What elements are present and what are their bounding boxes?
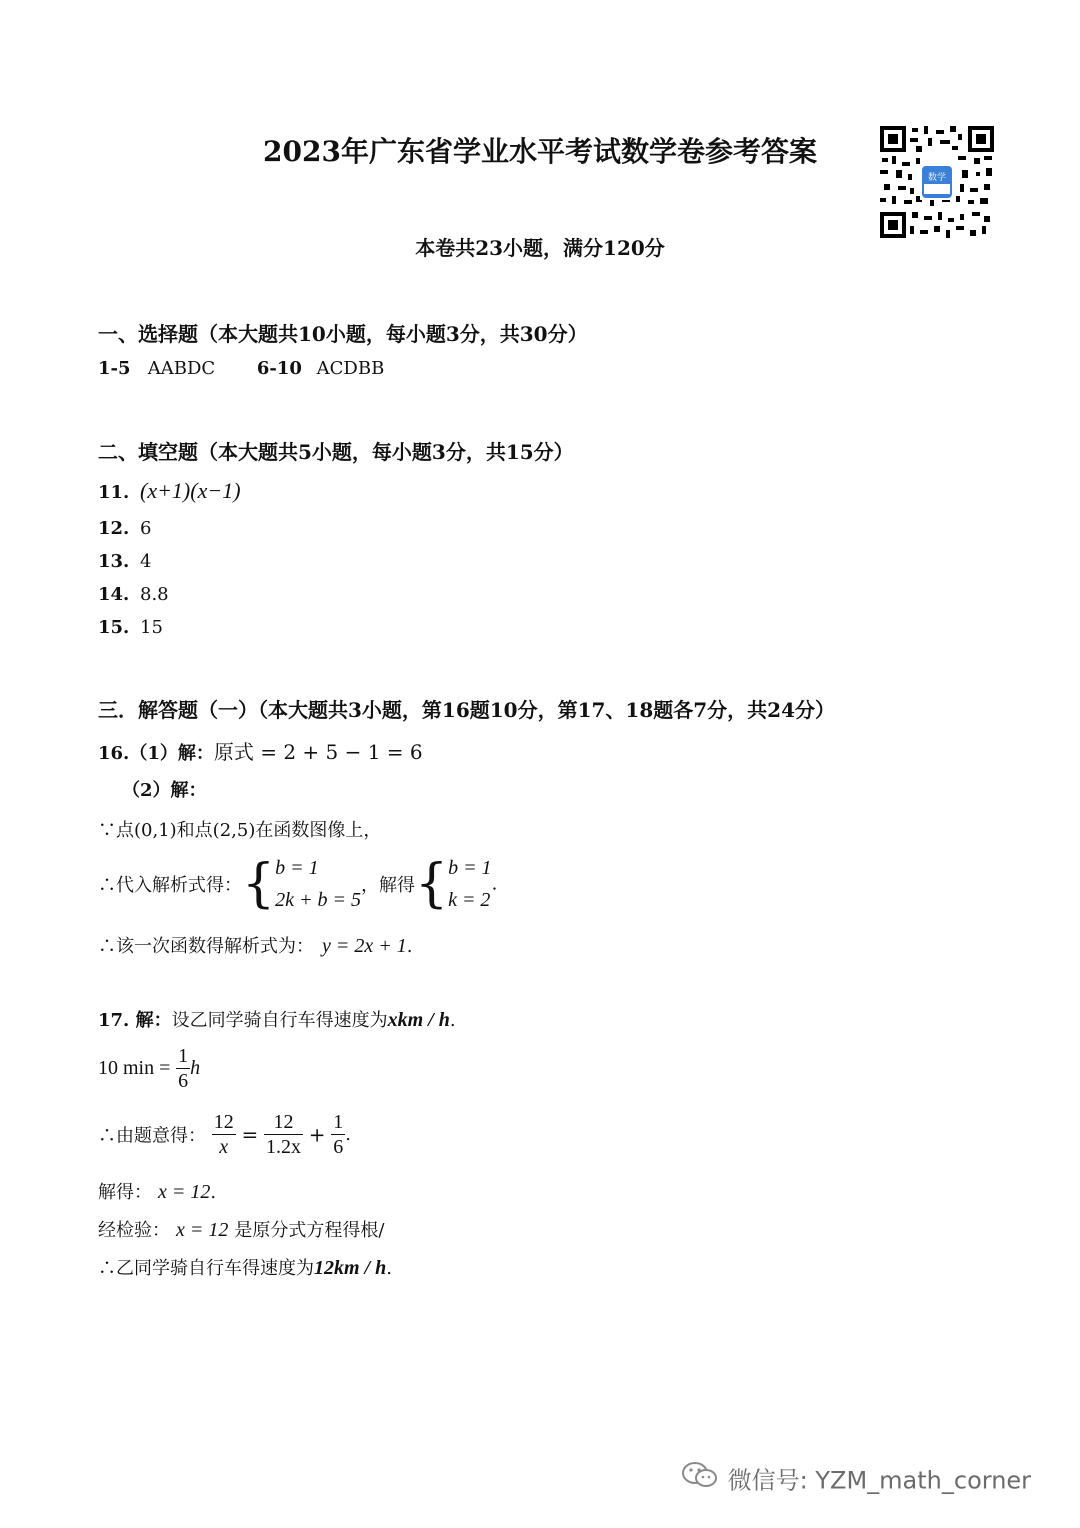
q16-line3: ∴该一次函数得解析式为： y = 2x + 1. — [98, 935, 413, 957]
answer: 8.8 — [140, 584, 169, 605]
answer: (x+1)(x−1) — [140, 478, 241, 503]
list-item: 11. (x+1)(x−1) — [98, 478, 241, 503]
q17-intro: 17. 解：设乙同学骑自行车得速度为xkm / h. — [98, 1009, 456, 1031]
answer: 4 — [140, 551, 152, 572]
q17-conversion: 10 min = $\frac{1}{6}$ h — [98, 1045, 201, 1092]
fraction: $\frac{12}{x}$ — [213, 1111, 234, 1158]
answer: 6 — [140, 518, 152, 539]
watermark-text: 微信号: YZM_math_corner — [727, 1466, 1032, 1495]
q17-equation: ∴由题意得： $\frac{12}{x}$ = $\frac{12}{1.2x}$ + $\frac{1}{6}$ . — [98, 1111, 351, 1158]
page-subtitle: 本卷共23小题，满分120分 — [415, 236, 665, 260]
list-item: 15. 15 — [98, 617, 163, 638]
range-label: 1-5 — [98, 358, 131, 379]
qr-logo-text: 数学 — [927, 173, 947, 183]
answer: 15 — [140, 617, 163, 638]
q17-conclusion: ∴乙同学骑自行车得速度为12km / h. — [98, 1257, 392, 1279]
section-1-heading: 一、选择题（本大题共10小题，每小题3分，共30分） — [98, 322, 588, 346]
equation-system: b = 1 2k + b = 5 — [275, 857, 361, 911]
list-item: 12. 6 — [98, 518, 152, 539]
fraction: $\frac{1}{6}$ — [178, 1045, 189, 1092]
fraction: $\frac{1}{6}$ — [333, 1111, 344, 1158]
q17-check: 经检验： x = 12 是原分式方程得根/ — [98, 1219, 385, 1241]
section-3-heading: 三．解答题（一）（本大题共3小题，第16题10分，第17、18题各7分，共24分） — [98, 698, 835, 722]
watermark — [680, 1460, 1031, 1496]
q16-part2-label: （2）解： — [122, 780, 207, 801]
q16-line2: ∴代入解析式得：{ b = 1 2k + b = 5 ，解得{ b = 1 k = 2 . — [98, 854, 498, 914]
section-2-heading: 二、填空题（本大题共5小题，每小题3分，共15分） — [98, 440, 574, 464]
list-item: 14. 8.8 — [98, 584, 169, 605]
page-title: 2023年广东省学业水平考试数学卷参考答案 — [263, 135, 817, 168]
range-answers: AABDC — [147, 358, 216, 379]
q17-solve: 解得： x = 12. — [98, 1181, 217, 1203]
wechat-icon — [680, 1460, 720, 1496]
qr-code — [880, 126, 994, 238]
q16-part1: 16.（1）解：原式 = 2 + 5 − 1 = 6 — [98, 740, 423, 764]
range-label: 6-10 — [256, 358, 302, 379]
section-1-answers — [98, 358, 384, 379]
list-item: 13. 4 — [98, 551, 152, 572]
fraction: $\frac{12}{1.2x}$ — [265, 1111, 301, 1158]
range-answers: ACDBB — [316, 358, 385, 379]
equation-system: b = 1 k = 2 — [448, 857, 492, 911]
q16-line1: ∵点(0,1)和点(2,5)在函数图像上， — [98, 820, 382, 841]
